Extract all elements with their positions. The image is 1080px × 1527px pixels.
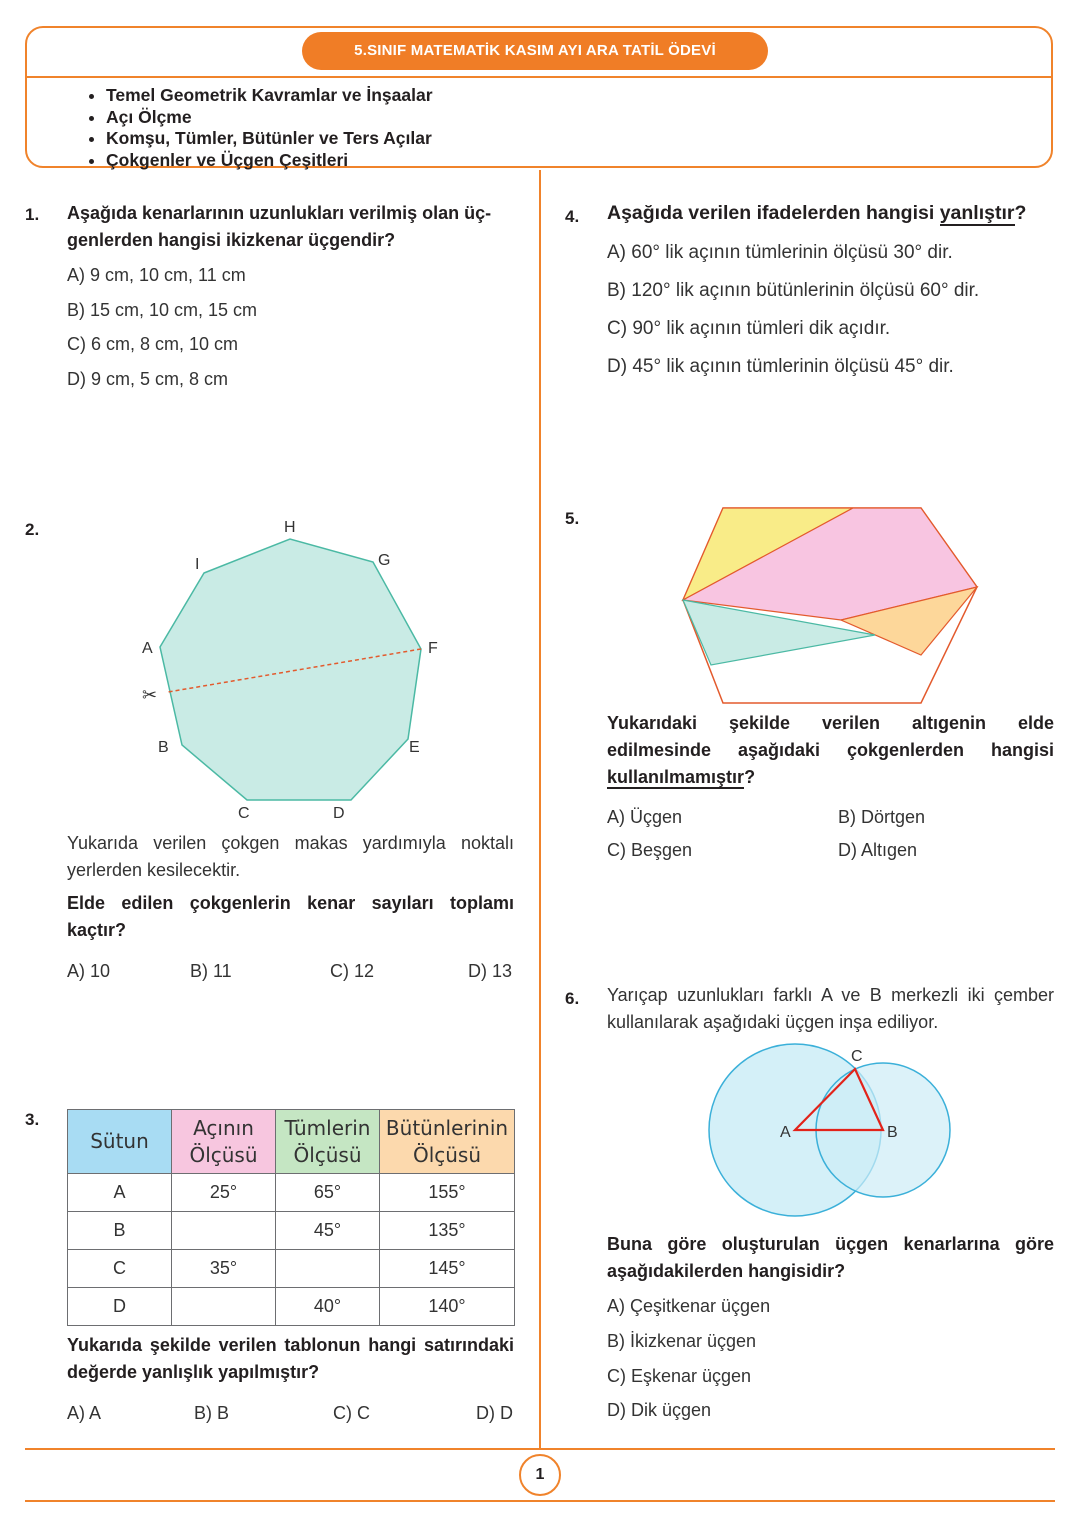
- q1-option-b[interactable]: B) 15 cm, 10 cm, 15 cm: [67, 300, 258, 320]
- q6-option-a[interactable]: A) Çeşitkenar üçgen: [607, 1296, 771, 1316]
- q5-hexagon-figure: [675, 500, 985, 710]
- table-row: [68, 1288, 515, 1326]
- header-column: Sütun: [68, 1110, 172, 1174]
- table-cell: C: [68, 1250, 172, 1288]
- q2-nonagon-figure: [130, 510, 450, 830]
- q2-option-b[interactable]: B) 11: [190, 961, 232, 981]
- footer-rule-top: [25, 1448, 1055, 1450]
- table-cell: 145°: [380, 1250, 515, 1288]
- q4-stem: [607, 200, 1026, 227]
- vertex-label-f: F: [428, 640, 438, 657]
- q3-question: Yukarıda şekilde verilen tablonun hangi satırındaki değerde yanlışlık yapılmıştır?: [67, 1335, 514, 1382]
- table-cell: D: [68, 1288, 172, 1326]
- q2-question: Elde edilen çokgenlerin kenar sayıları toplamı kaçtır?: [67, 893, 514, 940]
- q6-circles-figure: [700, 1040, 960, 1220]
- q1-stem-line2: genlerden hangisi ikizkenar üçgendir?: [67, 230, 396, 250]
- table-cell: [172, 1212, 276, 1250]
- table-header-row: [68, 1110, 515, 1174]
- table-cell: 65°: [276, 1174, 380, 1212]
- q6-option-d[interactable]: D) Dik üçgen: [607, 1400, 712, 1420]
- q3-option-a[interactable]: A) A: [67, 1403, 102, 1423]
- header-angle: Açının Ölçüsü: [172, 1110, 276, 1174]
- q3-option-c[interactable]: C) C: [333, 1403, 370, 1423]
- q5-option-a[interactable]: A) Üçgen: [607, 807, 683, 827]
- q5-stem-end: ?: [744, 767, 756, 787]
- table-row: [68, 1174, 515, 1212]
- topic-item: • Çokgenler ve Üçgen Çeşitleri: [106, 150, 433, 172]
- q3-number: 3.: [25, 1110, 40, 1129]
- point-label-c: C: [851, 1048, 863, 1065]
- table-row: [68, 1212, 515, 1250]
- q6-option-b[interactable]: B) İkizkenar üçgen: [607, 1331, 757, 1351]
- q5-stem-text: Yukarıdaki şekilde verilen altıgenin elde edilmesinde aşağıdaki çokgenlerden hangisi: [607, 713, 1054, 760]
- point-label-a: A: [780, 1124, 791, 1141]
- point-label-b: B: [887, 1124, 898, 1141]
- q6-option-c[interactable]: C) Eşkenar üçgen: [607, 1366, 752, 1386]
- q5-stem-emphasis: kullanılmamıştır: [607, 767, 745, 787]
- table-cell: 35°: [172, 1250, 276, 1288]
- q4-stem-emphasis: yanlıştır: [939, 202, 1015, 224]
- table-cell: 40°: [276, 1288, 380, 1326]
- footer-rule-bottom: [25, 1500, 1055, 1502]
- q2-number: 2.: [25, 520, 40, 539]
- q5-option-d[interactable]: D) Altıgen: [838, 840, 918, 860]
- q4-option-b[interactable]: B) 120° lik açının bütünlerinin ölçüsü 60° dir.: [607, 280, 980, 301]
- column-divider: [539, 170, 541, 1450]
- q2-option-d[interactable]: D) 13: [468, 961, 513, 981]
- q3-option-d[interactable]: D) D: [476, 1403, 513, 1423]
- scissors-icon: ✂: [142, 685, 158, 706]
- q1-number: 1.: [25, 205, 40, 224]
- q4-option-c[interactable]: C) 90° lik açının tümleri dik açıdır.: [607, 318, 891, 339]
- table-cell: [172, 1288, 276, 1326]
- vertex-label-g: G: [378, 552, 391, 569]
- q5-option-b[interactable]: B) Dörtgen: [838, 807, 926, 827]
- table-cell: A: [68, 1174, 172, 1212]
- q1-option-a[interactable]: A) 9 cm, 10 cm, 11 cm: [67, 265, 246, 285]
- topic-item: • Komşu, Tümler, Bütünler ve Ters Açılar: [106, 128, 433, 150]
- q3-angle-table: [67, 1109, 515, 1326]
- page-number: 1: [519, 1454, 561, 1496]
- header-supplement: Bütünlerinin Ölçüsü: [380, 1110, 515, 1174]
- nonagon-shape: [160, 539, 421, 800]
- q5-stem: [607, 710, 1054, 791]
- page-title: 5.SINIF MATEMATİK KASIM AYI ARA TATİL ÖDEVİ: [302, 32, 768, 70]
- topic-list: [82, 85, 433, 171]
- q3-option-b[interactable]: B) B: [194, 1403, 230, 1423]
- q1-stem-line1: Aşağıda kenarlarının uzunlukları verilmiş olan üç-: [67, 203, 492, 223]
- table-cell: 155°: [380, 1174, 515, 1212]
- q4-stem-end: ?: [1014, 202, 1027, 224]
- vertex-label-a: A: [142, 640, 153, 657]
- q6-number: 6.: [565, 989, 580, 1008]
- vertex-label-c: C: [238, 805, 250, 822]
- table-cell: 135°: [380, 1212, 515, 1250]
- q4-stem-text: Aşağıda verilen ifadelerden hangisi: [607, 202, 940, 224]
- table-cell: 25°: [172, 1174, 276, 1212]
- q2-option-a[interactable]: A) 10: [67, 961, 111, 981]
- topic-item: • Temel Geometrik Kavramlar ve İnşaalar: [106, 85, 433, 107]
- q5-number: 5.: [565, 509, 580, 528]
- q6-question: Buna göre oluşturulan üçgen kenarlarına göre aşağıdakilerden hangisidir?: [607, 1234, 1054, 1281]
- header-complement: Tümlerin Ölçüsü: [276, 1110, 380, 1174]
- table-row: [68, 1250, 515, 1288]
- q4-option-d[interactable]: D) 45° lik açının tümlerinin ölçüsü 45° dir.: [607, 356, 954, 377]
- table-cell: B: [68, 1212, 172, 1250]
- q6-description: Yarıçap uzunlukları farklı A ve B merkezli iki çember kullanılarak aşağıdaki üçgen inşa ediliyor.: [607, 985, 1054, 1032]
- vertex-label-h: H: [284, 519, 296, 536]
- q4-option-a[interactable]: A) 60° lik açının tümlerinin ölçüsü 30° dir.: [607, 242, 953, 263]
- vertex-label-b: B: [158, 739, 169, 756]
- vertex-label-e: E: [409, 739, 420, 756]
- q1-option-d[interactable]: D) 9 cm, 5 cm, 8 cm: [67, 369, 229, 389]
- table-cell: [276, 1250, 380, 1288]
- q5-option-c[interactable]: C) Beşgen: [607, 840, 693, 860]
- vertex-label-d: D: [333, 805, 345, 822]
- header-divider: [25, 76, 1053, 78]
- vertex-label-i: I: [195, 556, 200, 573]
- q2-description: Yukarıda verilen çokgen makas yardımıyla noktalı yerlerden kesilecektir.: [67, 833, 514, 880]
- topic-item: • Açı Ölçme: [106, 107, 433, 129]
- table-cell: 140°: [380, 1288, 515, 1326]
- q4-number: 4.: [565, 207, 580, 226]
- q2-option-c[interactable]: C) 12: [330, 961, 375, 981]
- q1-option-c[interactable]: C) 6 cm, 8 cm, 10 cm: [67, 334, 239, 354]
- table-cell: 45°: [276, 1212, 380, 1250]
